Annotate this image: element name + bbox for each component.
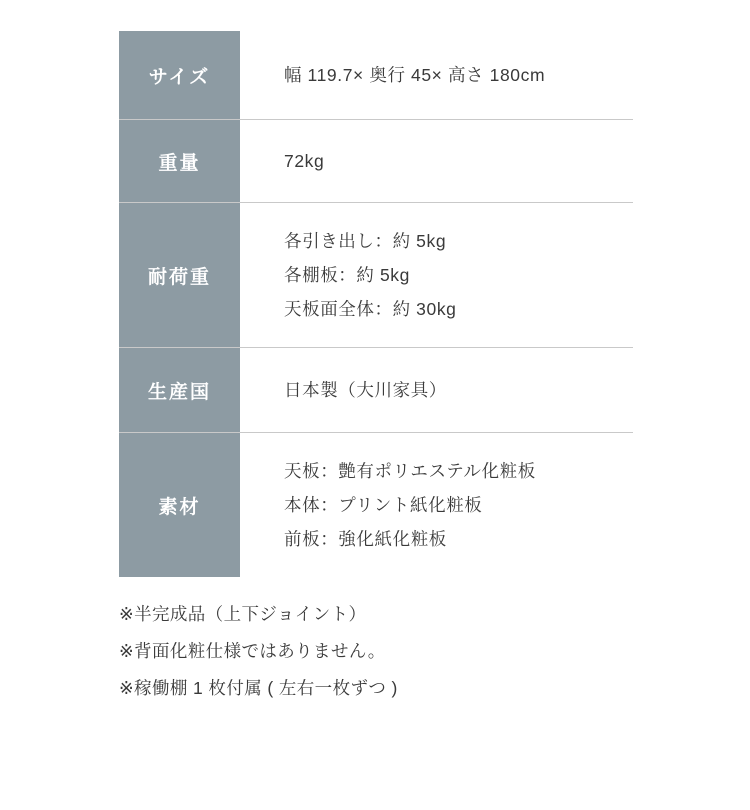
notes-list xyxy=(119,596,679,707)
table-row xyxy=(119,120,633,203)
value-line: 72kg xyxy=(284,151,325,171)
spec-label-load-capacity: 耐荷重 xyxy=(119,203,240,348)
note-item: ※背面化粧仕様ではありません。 xyxy=(119,641,386,661)
value-line: 各棚板：約 5kg xyxy=(284,265,410,285)
specification-table xyxy=(119,31,633,577)
spec-value-size xyxy=(240,31,633,120)
specification-table-container xyxy=(119,31,633,577)
note-item: ※半完成品（上下ジョイント） xyxy=(119,604,367,624)
value-line: 各引き出し：約 5kg xyxy=(284,231,447,251)
table-row xyxy=(119,31,633,120)
value-line: 日本製（大川家具） xyxy=(284,380,447,400)
value-line: 天板面全体：約 30kg xyxy=(284,299,457,319)
value-line: 幅 119.7× 奥行 45× 高さ 180cm xyxy=(284,65,546,85)
table-row xyxy=(119,348,633,433)
value-line: 天板：艶有ポリエステル化粧板 xyxy=(284,461,536,481)
note-item: ※稼働棚 1 枚付属 ( 左右一枚ずつ ) xyxy=(119,678,398,698)
value-line: 前板：強化紙化粧板 xyxy=(284,529,447,549)
value-line: 本体：プリント紙化粧板 xyxy=(284,495,483,515)
table-row xyxy=(119,203,633,348)
spec-label-country: 生産国 xyxy=(119,348,240,433)
spec-value-load-capacity xyxy=(240,203,633,348)
spec-value-weight xyxy=(240,120,633,203)
spec-label-material: 素材 xyxy=(119,433,240,578)
spec-value-country xyxy=(240,348,633,433)
spec-value-material xyxy=(240,433,633,578)
spec-label-size: サイズ xyxy=(119,31,240,120)
table-row xyxy=(119,433,633,578)
spec-label-weight: 重量 xyxy=(119,120,240,203)
